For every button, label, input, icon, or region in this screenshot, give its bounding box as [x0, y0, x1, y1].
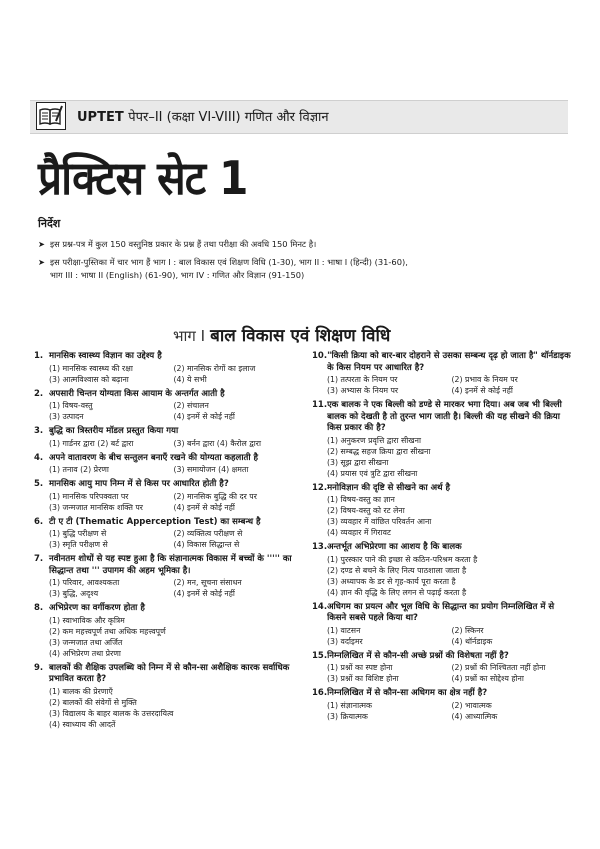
question-text [34, 351, 298, 363]
question-number: 4. [34, 452, 44, 463]
answer-option: (2) व्यक्तित्व परीक्षण से [173, 529, 243, 538]
answer-option: (4) इनमें से कोई नहीं [173, 502, 235, 512]
answer-option: (2) कम महत्त्वपूर्ण तथा अधिक महत्त्वपूर्ण [49, 626, 166, 636]
answer-option: (2) मानसिक बुद्धि की दर पर [173, 491, 257, 501]
question-stem: अभिप्रेरण का वर्गीकरण होता है [49, 603, 145, 613]
question-number: 14. [312, 601, 328, 612]
answer-option: (1) परिवार, आवश्यकता [49, 578, 120, 587]
answer-option: (1) विषय-वस्तु का ज्ञान [327, 495, 395, 504]
arrow-bullet-icon: ➤ [38, 239, 45, 249]
options-list [312, 554, 576, 598]
answer-option: (3) जन्मजात मानसिक शक्ति पर [49, 502, 143, 512]
question-number: 10. [312, 351, 328, 361]
question-7 [34, 554, 298, 599]
question-text [312, 400, 576, 435]
options-list [312, 700, 576, 722]
answer-option: (1) गार्डनर द्वारा (2) बर्ट द्वारा [49, 438, 134, 448]
question-text [34, 426, 298, 438]
question-14 [312, 602, 576, 647]
answer-option: (2) मानसिक रोगों का इलाज [173, 363, 256, 373]
answer-option: (2) बालकों की संवेगों से मुक्ति [49, 697, 137, 707]
answer-option: (1) पुरस्कार पाने की इच्छा से कठिन-परिश्रम करता है [327, 554, 478, 564]
answer-option: (4) ये सभी [173, 374, 207, 384]
options-list [34, 528, 298, 550]
question-1 [34, 351, 298, 385]
options-list [34, 577, 298, 599]
question-stem: मनोविज्ञान की दृष्टि से सीखने का अर्थ है [327, 482, 451, 493]
question-number: 16. [312, 688, 328, 698]
answer-option: (1) वाटसन [327, 625, 361, 635]
answer-option: (4) ज्ञान की वृद्धि के लिए लगन से पढ़ाई करता है [327, 587, 467, 597]
answer-option: (2) प्रश्नों की निश्चितता नहीं होना [451, 663, 546, 672]
answer-option: (1) प्रश्नों का स्पष्ट होना [327, 663, 393, 672]
question-text [312, 483, 576, 495]
question-number: 3. [34, 426, 44, 436]
answer-option: (4) अभिप्रेरण तथा प्रेरणा [49, 648, 121, 658]
exam-subtitle: पेपर–II (कक्षा VI-VIII) गणित और विज्ञान [128, 110, 329, 125]
answer-option: (2) संचालन [173, 401, 209, 410]
part-heading [173, 323, 390, 346]
answer-option: (2) दण्ड से बचने के लिए नित्य पाठशाला जाता है [327, 565, 467, 575]
answer-option: (4) विकास सिद्धान्त से [173, 540, 240, 549]
answer-option: (2) प्रभाव के नियम पर [451, 375, 518, 384]
questions-column-left [34, 351, 298, 734]
options-list [34, 615, 298, 659]
answer-option: (3) सूझ द्वारा सीखना [327, 457, 389, 467]
instruction-item [38, 238, 316, 251]
question-number: 11. [312, 400, 328, 410]
answer-option: (1) मानसिक स्वास्थ्य की रक्षा [49, 363, 133, 373]
answer-option: (1) तनाव (2) प्रेरणा [49, 465, 109, 474]
question-number: 1. [34, 351, 44, 361]
question-stem: बुद्धि का त्रिस्तरीय मॉडल प्रस्तुत किया गया [49, 426, 179, 436]
answer-option: (3) अध्यापक के डर से गृह-कार्य पूरा करता है [327, 576, 456, 586]
question-stem: अपसारी चिन्तन योग्यता किस आयाम के अन्तर्गत आती है [49, 388, 225, 399]
question-stem: अपने वातावरण के बीच सन्तुलन बनाएँ रखने की योग्यता कहलाती है [49, 452, 259, 463]
question-text [34, 603, 298, 615]
question-2 [34, 389, 298, 423]
question-text [312, 688, 576, 700]
instruction-continuation: भाग III : भाषा II (English) (61-90), भाग IV : गणित और विज्ञान (91-150) [50, 270, 305, 280]
answer-option: (3) प्रश्नों का विशिष्ट होना [327, 674, 399, 683]
answer-option: (2) सम्बद्ध सहज क्रिया द्वारा सीखना [327, 446, 431, 456]
question-stem: मानसिक आयु माप निम्न में से किस पर आधारित होती है? [49, 479, 229, 489]
instruction-item [38, 256, 408, 269]
instruction-text: इस परीक्षा-पुस्तिका में चार भाग हैं भाग I : बाल विकास एवं शिक्षण विधि (1-30), भाग II : भाषा I (हिन्दी) (31-60), [50, 257, 408, 267]
answer-option: (1) स्वाभाविक और कृत्रिम [49, 615, 125, 625]
question-16 [312, 688, 576, 722]
question-stem: निम्नलिखित में से कौन-सी अच्छे प्रश्नों की विशेषता नहीं है? [327, 650, 509, 661]
answer-option: (3) आत्मविश्वास को बढ़ाना [49, 374, 129, 384]
question-8 [34, 603, 298, 659]
question-9 [34, 663, 298, 730]
question-text [34, 479, 298, 491]
question-number: 15. [312, 650, 328, 661]
answer-option: (4) इनमें से कोई नहीं [173, 589, 235, 598]
question-15 [312, 651, 576, 685]
question-number: 7. [34, 554, 44, 564]
answer-option: (3) समायोजन (4) क्षमता [173, 465, 249, 474]
answer-option: (1) संज्ञानात्मक [327, 700, 372, 710]
answer-option: (3) अभ्यास के नियम पर [327, 386, 399, 395]
question-text [312, 651, 576, 663]
question-stem: निम्नलिखित में से कौन-सा अधिगम का क्षेत्र नहीं है? [327, 688, 488, 698]
question-stem: एक बालक ने एक बिल्ली को डण्डे से मारकर भगा दिया। अब जब भी बिल्ली बालक को देखती है तो तुरन्त भाग जाती है। बिल्ली की यह सीखने की क्रिया किस प्रकार की है? [327, 400, 562, 433]
answer-option: (1) विषय-वस्तु [49, 401, 93, 410]
answer-option: (4) प्रयास एवं त्रुटि द्वारा सीखना [327, 468, 418, 478]
question-5 [34, 479, 298, 513]
question-13 [312, 542, 576, 598]
question-text [312, 602, 576, 625]
answer-option: (1) मानसिक परिपक्वता पर [49, 491, 129, 501]
question-10 [312, 351, 576, 396]
answer-option: (2) स्किनर [451, 625, 484, 635]
answer-option: (3) जन्मजात तथा अर्जित [49, 637, 123, 647]
answer-option: (3) वर्दाइमर [327, 636, 363, 646]
question-12 [312, 483, 576, 539]
options-list [312, 625, 576, 647]
answer-option: (3) स्मृति परीक्षण से [49, 540, 108, 549]
answer-option: (4) प्रश्नों का सोद्देश्य होना [451, 674, 524, 683]
question-text [312, 351, 576, 374]
options-list [312, 374, 576, 396]
instruction-text: इस प्रश्न-पत्र में कुल 150 वस्तुनिष्ठ प्रकार के प्रश्न हैं तथा परीक्षा की अवधि 150 मिनट है। [50, 239, 317, 249]
options-list [34, 491, 298, 513]
answer-option: (3) क्रियात्मक [327, 711, 368, 721]
answer-option: (4) आध्यात्मिक [451, 711, 498, 721]
question-text [312, 542, 576, 554]
question-number: 5. [34, 479, 44, 489]
answer-option: (3) उत्पादन [49, 412, 84, 421]
question-text [34, 663, 298, 686]
options-list [34, 400, 298, 422]
question-3 [34, 426, 298, 449]
question-stem: नवीनतम शोधों से यह स्पष्ट हुआ है कि संज्ञानात्मक विकास में बच्चों के ''''' का सिद्धान्त तथा ''' उपागम की अहम भूमिका है। [49, 554, 292, 576]
part-label: भाग I [173, 327, 206, 345]
answer-option: (1) बालक की प्रेरणाएँ [49, 686, 113, 696]
exam-header [77, 107, 329, 125]
question-4 [34, 453, 298, 476]
answer-option: (3) बुद्धि, अदृश्य [49, 589, 99, 598]
question-stem: बालकों की शैक्षिक उपलब्धि को निम्न में से कौन-सा अशैक्षिक कारक सर्वाधिक प्रभावित करता है? [49, 662, 290, 684]
answer-option: (1) तत्परता के नियम पर [327, 375, 398, 384]
exam-name: UPTET [77, 110, 124, 125]
options-list [312, 662, 576, 684]
questions-column-right [312, 351, 576, 726]
open-book-icon [36, 102, 66, 130]
question-stem: मानसिक स्वास्थ्य विज्ञान का उद्देश्य है [49, 351, 162, 361]
question-11 [312, 400, 576, 479]
options-list [312, 435, 576, 479]
question-stem: "किसी क्रिया को बार-बार दोहराने से उसका सम्बन्ध दृढ़ हो जाता है" थॉर्नडाइक के किस नियम पर आधारित है? [327, 351, 571, 373]
options-list [34, 363, 298, 385]
answer-option: (4) इनमें से कोई नहीं [451, 386, 513, 395]
options-list [34, 438, 298, 449]
answer-option: (3) बर्नन द्वारा (4) कैरोल द्वारा [173, 438, 261, 448]
question-6 [34, 517, 298, 551]
answer-option: (4) इनमें से कोई नहीं [173, 412, 235, 421]
answer-option: (1) अनुकरण प्रवृत्ति द्वारा सीखना [327, 435, 421, 445]
answer-option: (2) भावात्मक [451, 700, 492, 710]
question-number: 6. [34, 516, 44, 527]
question-stem: अन्तर्भूत अभिप्रेरणा का आशय है कि बालक [327, 542, 462, 552]
question-stem: टी ए टी (Thematic Apperception Test) का सम्बन्ध है [49, 516, 261, 527]
question-text [34, 453, 298, 465]
question-number: 9. [34, 662, 44, 673]
part-name: बाल विकास एवं शिक्षण विधि [210, 326, 391, 346]
question-text [34, 517, 298, 529]
question-number: 13. [312, 542, 328, 552]
question-number: 8. [34, 603, 44, 613]
options-list [34, 686, 298, 730]
options-list [34, 464, 298, 475]
answer-option: (1) बुद्धि परीक्षण से [49, 529, 107, 538]
question-number: 12. [312, 482, 328, 493]
answer-option: (4) व्यवहार में गिरावट [327, 528, 391, 537]
answer-option: (4) स्वाध्याय की आदतें [49, 719, 116, 729]
answer-option: (2) मन, सूचना संसाधन [173, 578, 242, 587]
page-title: प्रैक्टिस सेट 1 [38, 151, 248, 205]
options-list [312, 494, 576, 538]
question-number: 2. [34, 388, 44, 399]
arrow-bullet-icon: ➤ [38, 257, 45, 267]
question-text [34, 554, 298, 577]
instructions-heading: निर्देश [38, 217, 61, 230]
answer-option: (2) विषय-वस्तु को रट लेना [327, 506, 405, 515]
question-text [34, 389, 298, 401]
answer-option: (3) व्यवहार में वांछित परिवर्तन आना [327, 517, 432, 526]
answer-option: (4) थॉर्नडाइक [451, 636, 493, 646]
question-stem: अधिगम का प्रयत्न और भूल विधि के सिद्धान्त का प्रयोग निम्नलिखित में से किसने सबसे पहले किया था? [327, 601, 555, 623]
answer-option: (3) विद्यालय के बाहर बालक के उत्तरदायित्व [49, 708, 174, 718]
